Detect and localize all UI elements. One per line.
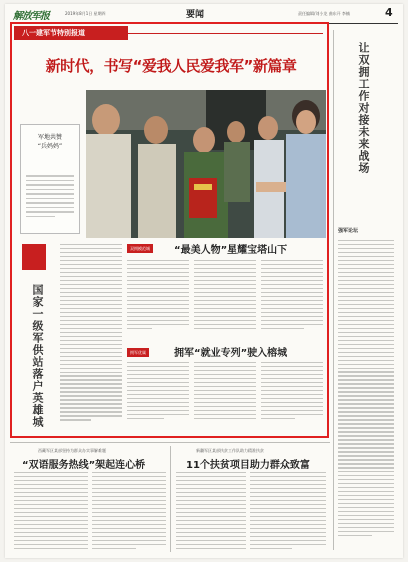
sub-story-1-col-3	[261, 260, 323, 332]
sub-story-2-tag: 拥军优属	[127, 348, 149, 357]
sub-story-1-headline: “最美人物”星耀宝塔山下	[174, 245, 288, 256]
kicker-rule	[128, 33, 323, 34]
right-column-label: 强军论坛	[338, 228, 359, 234]
sub-story-2-col-3	[261, 362, 323, 422]
feature-photo-image	[86, 90, 326, 238]
vertical-title: 国家一级军供站落户英雄城	[31, 284, 44, 428]
bottom-right-kicker: 新疆军区某部扶贫工作队助力精准扶贫	[196, 448, 264, 453]
masthead	[5, 4, 403, 24]
bottom-right-headline: 11个扶贫项目助力群众致富	[186, 460, 310, 471]
sub-story-2-col-2	[194, 362, 256, 422]
right-column-text	[338, 240, 394, 539]
sidebar-box-title	[21, 133, 79, 151]
bottom-column-divider	[170, 446, 171, 552]
bottom-right-col-1	[176, 472, 246, 552]
sub-story-2-headline: 拥军“就业专列”驶入榕城	[174, 348, 288, 359]
bottom-left-headline: “双语服务热线”架起连心桥	[22, 460, 146, 471]
feature-kicker: 八一建军节特别报道	[14, 26, 128, 40]
sub-story-2-col-1	[127, 362, 189, 422]
sub-story-1-col-1	[127, 260, 189, 332]
sub-story-1-col-2	[194, 260, 256, 332]
vertical-title-badge	[22, 244, 46, 270]
editor-line: 责任编辑/刘小龙 曲东开 李楠	[298, 11, 350, 16]
bottom-right-col-2	[250, 472, 326, 552]
page-number: 4	[385, 6, 393, 19]
issue-date: 2019年8月1日 星期四	[65, 11, 106, 16]
article-column-1	[60, 244, 122, 423]
bottom-left-kicker: 西藏军区某部坚持为群众办实事解难题	[38, 448, 106, 453]
sidebar-box-title-line2: “兵妈妈”	[37, 143, 63, 150]
section-name: 要闻	[186, 10, 205, 20]
sub-story-1-tag: 双拥模范城	[127, 244, 153, 253]
sidebar-box-title-line1: 军地共赞	[37, 134, 62, 141]
newspaper-logo: 解放军报	[13, 11, 49, 22]
sidebar-box-body	[26, 175, 74, 220]
bottom-left-col-2	[92, 472, 166, 552]
sidebar-box	[20, 124, 80, 234]
bottom-divider	[10, 442, 330, 443]
bottom-left-col-1	[14, 472, 88, 552]
feature-photo	[86, 90, 326, 238]
right-column-divider	[333, 30, 334, 550]
feature-headline: 新时代，书写“爱我人民爱我军”新篇章	[45, 57, 297, 75]
right-column-title: 让双拥工作对接未来战场	[357, 42, 370, 174]
